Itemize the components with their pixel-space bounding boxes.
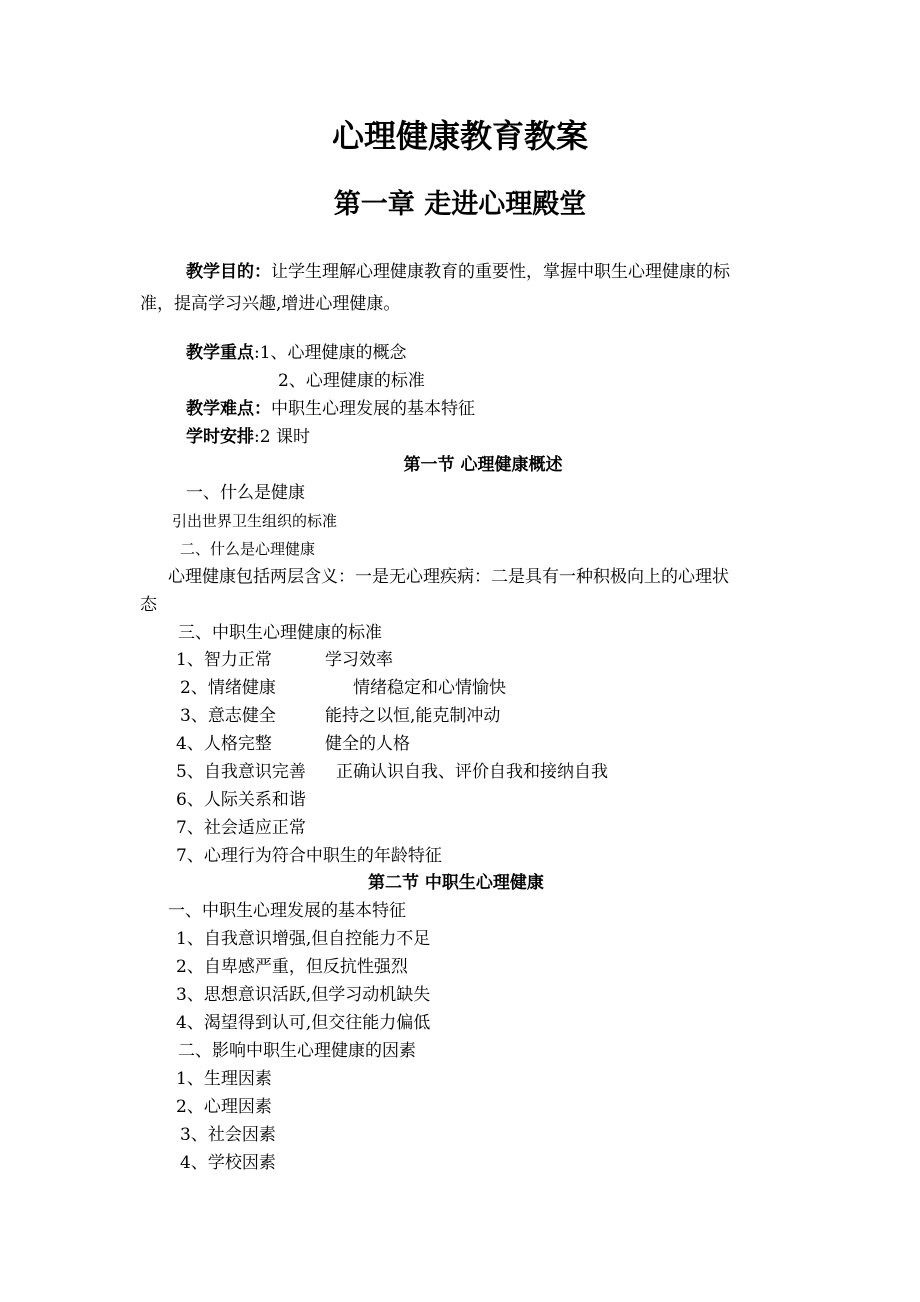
standard-item: 4、人格完整 [176, 734, 272, 754]
focus-line-1 [186, 342, 407, 364]
standard-item: 3、意志健全 [180, 706, 276, 726]
schedule-text: :2 课时 [254, 427, 310, 447]
section-2-title: 第二节 中职生心理健康 [368, 873, 544, 893]
chapter-heading: 第一章 走进心理殿堂 [333, 189, 587, 220]
s2-heading-2: 二、影响中职生心理健康的因素 [178, 1041, 416, 1061]
factor-item: 2、心理因素 [176, 1097, 272, 1117]
standard-item: 5、自我意识完善 [176, 762, 306, 782]
standard-desc: 正确认识自我、评价自我和接纳自我 [336, 762, 608, 782]
difficulty-text: 中职生心理发展的基本特征 [271, 399, 475, 419]
document-title: 心理健康教育教案 [331, 117, 588, 155]
feature-item: 1、自我意识增强,但自控能力不足 [176, 929, 431, 949]
factor-item: 1、生理因素 [176, 1069, 272, 1089]
s2-heading-1: 一、中职生心理发展的基本特征 [168, 901, 406, 921]
s1-paragraph-1: 引出世界卫生组织的标准 [172, 512, 338, 530]
standard-item: 1、智力正常 [176, 650, 272, 670]
objective-line-1 [186, 261, 730, 283]
schedule-line [186, 426, 310, 448]
focus-item-2: 2、心理健康的标准 [278, 371, 425, 391]
difficulty-line [186, 398, 475, 420]
standard-desc: 情绪稳定和心情愉快 [353, 678, 506, 698]
feature-item: 2、自卑感严重，但反抗性强烈 [176, 957, 408, 977]
standard-item: 7、心理行为符合中职生的年龄特征 [176, 846, 442, 866]
standard-item: 2、情绪健康 [180, 678, 276, 698]
difficulty-label: 教学难点： [186, 399, 271, 419]
objective-text: 让学生理解心理健康教育的重要性，掌握中职生心理健康的标 [271, 262, 730, 282]
schedule-label: 学时安排 [186, 427, 254, 447]
focus-item-1: :1、心理健康的概念 [254, 343, 407, 363]
s1-heading-3: 三、中职生心理健康的标准 [178, 623, 382, 643]
feature-item: 3、思想意识活跃,但学习动机缺失 [176, 985, 431, 1005]
objective-label: 教学目的： [186, 262, 271, 282]
s1-heading-2: 二、什么是心理健康 [180, 540, 316, 558]
standard-desc: 学习效率 [325, 650, 393, 670]
focus-label: 教学重点 [186, 343, 254, 363]
standard-item: 6、人际关系和谐 [176, 790, 306, 810]
factor-item: 3、社会因素 [180, 1125, 276, 1145]
standard-desc: 健全的人格 [325, 734, 410, 754]
s1-paragraph-2-line-2: 态 [140, 595, 157, 615]
feature-item: 4、渴望得到认可,但交往能力偏低 [176, 1013, 431, 1033]
objective-line-2: 准，提高学习兴趣,增进心理健康。 [140, 294, 401, 314]
standard-item: 7、社会适应正常 [176, 818, 306, 838]
section-1-title: 第一节 心理健康概述 [403, 455, 563, 475]
standard-desc: 能持之以恒,能克制冲动 [325, 706, 501, 726]
s1-heading-1: 一、什么是健康 [186, 483, 305, 503]
factor-item: 4、学校因素 [180, 1153, 276, 1173]
s1-paragraph-2-line-1: 心理健康包括两层含义：一是无心理疾病：二是具有一种积极向上的心理状 [168, 567, 729, 587]
